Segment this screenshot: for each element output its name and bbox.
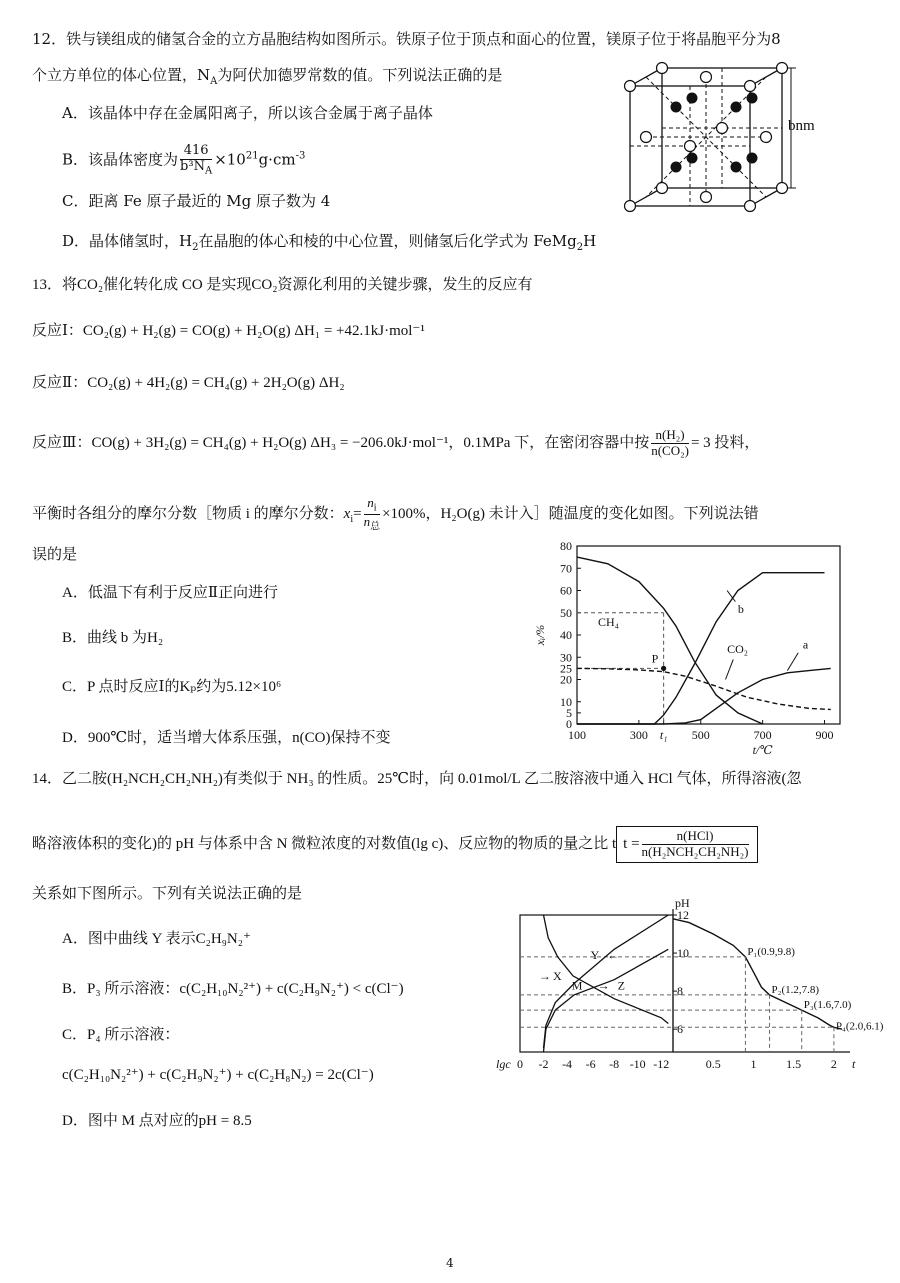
y-tick-label: 50 xyxy=(560,605,572,620)
y-tick-label: 80 xyxy=(560,539,572,553)
crystal-cell-figure xyxy=(610,58,840,218)
q12-option-d: D．晶体储氢时，$H_2$在晶胞的体心和棱的中心位置，则储氢后化学式为 FeMg$_2$H xyxy=(62,232,597,253)
lgc-tick-label: -12 xyxy=(653,1057,670,1071)
x-tick-label: 700 xyxy=(753,728,772,742)
t-tick-label: 0.5 xyxy=(705,1057,721,1071)
q14-option-c-equation: c(C₂H₁₀N₂²⁺) + c(C₂H₉N₂⁺) + c(C₂H₈N₂) = 2c(Cl⁻) xyxy=(62,1067,374,1083)
lgc-tick-label: -4 xyxy=(562,1057,573,1071)
series-label-a: a xyxy=(802,637,809,652)
series-line-b xyxy=(577,573,825,724)
series-line-CH₄ xyxy=(577,557,763,724)
ph-tick-label: 6 xyxy=(677,1022,683,1037)
q13-option-d: D．900℃时，适当增大体系压强，n(CO)保持不变 xyxy=(62,730,391,746)
q13-option-b: B．曲线 b 为H₂ xyxy=(62,630,164,646)
lgc-tick-label: 0 xyxy=(517,1057,523,1071)
left-frame xyxy=(520,915,673,1052)
arrow-to-z: → xyxy=(597,978,610,993)
q12-option-c: C．距离 Fe 原子最近的 Mg 原子数为 4 xyxy=(62,192,331,210)
q14-stem-line1: 14．乙二胺(H₂NCH₂CH₂NH₂)有类似于 NH₃ 的性质。25℃时，向 0.01mol/L 乙二胺溶液中通入 HCl 气体，所得溶液(忽 xyxy=(32,771,802,787)
q12-stem-line1: 12．铁与镁组成的储氢合金的立方晶胞结构如图所示。铁原子位于顶点和面心的位置，镁原子位于将晶胞平分为8 xyxy=(32,30,781,48)
lgc-tick-label: -2 xyxy=(538,1057,549,1071)
y-tick-label: 5 xyxy=(566,705,572,720)
y-tick-label: 20 xyxy=(560,672,572,687)
temperature-mole-fraction-chart xyxy=(530,538,860,758)
y-tick-label: 0 xyxy=(566,717,572,731)
t-tick-label: 1.5 xyxy=(786,1057,802,1071)
t-tick-label: 1 xyxy=(750,1057,757,1071)
q14-option-a: A．图中曲线 Y 表示C₂H₉N₂⁺ xyxy=(62,931,251,947)
point-p xyxy=(661,666,666,671)
density-fraction: $\frac{416}{b^3N_A}$ xyxy=(180,143,213,177)
q13-reaction-2: 反应Ⅱ：CO₂(g) + 4H₂(g) = CH₄(g) + 2H₂O(g) ΔH₂ xyxy=(32,375,345,391)
cell-edge-label: bnm xyxy=(788,118,815,134)
q14-option-b: B．P₃ 所示溶液：c(C₂H₁₀N₂²⁺) + c(C₂H₉N₂⁺) < c(Cl⁻) xyxy=(62,981,404,997)
series-label-CH₄: CH₄ xyxy=(598,615,619,630)
titration-point-label: P₃(1.6,7.0) xyxy=(803,999,852,1012)
x-tick-label: 900 xyxy=(815,728,834,742)
q13-stem-line2: 平衡时各组分的摩尔分数［物质 i 的摩尔分数：$x_i=$ $\frac{n_i}{n_总}$ ×100%，H₂O(g) 未计入］随温度的变化如图。下列说法错 xyxy=(32,495,759,533)
ph-lgc-titration-chart xyxy=(490,895,884,1080)
q14-stem-line2: 略溶液体积的变化)的 pH 与体系中含 N 微粒浓度的对数值(lg c)、反应物的物质的量之比 t t = $\frac{\text{n(HCl)}}{\text{n(H₂NCH₂CH₂NH₂)}}$ xyxy=(32,826,758,863)
arrow-to-y: ← xyxy=(607,947,620,962)
y-tick-label: 70 xyxy=(560,561,572,576)
lgc-tick-label: -8 xyxy=(609,1057,620,1071)
arrow-to-x: → xyxy=(538,968,551,983)
y-tick-label: 40 xyxy=(560,628,572,642)
q12-stem-line2: 个立方单位的体心位置，$N_A$为阿伏加德罗常数的值。下列说法正确的是 xyxy=(32,66,503,87)
titration-point-label: P₂(1.2,7.8) xyxy=(771,983,820,996)
ph-tick-label: 10 xyxy=(677,946,689,961)
x-tick-label: 100 xyxy=(568,728,586,742)
label-leader xyxy=(787,653,798,671)
y-tick-label: 25 xyxy=(560,661,572,676)
ratio-fraction: $\frac{\text{n(H₂)}}{\text{n(CO₂)}}$ xyxy=(651,427,689,458)
page-number: 4 xyxy=(446,1256,454,1270)
titration-point-label: P₄(2.0,6.1) xyxy=(835,1020,884,1033)
x-tick-label: 300 xyxy=(629,728,648,742)
x-tick-label: 500 xyxy=(691,728,710,742)
y-tick-label: 10 xyxy=(560,694,572,709)
species-curve-x xyxy=(544,915,669,1024)
titration-point-label: P₁(0.9,9.8) xyxy=(747,945,795,958)
curve-label-Y: Y xyxy=(590,947,600,962)
ph-axis-label: pH xyxy=(675,896,690,910)
lgc-tick-label: -6 xyxy=(585,1057,596,1071)
q14-option-d: D．图中 M 点对应的pH = 8.5 xyxy=(62,1113,252,1129)
q13-option-a: A．低温下有利于反应Ⅱ正向进行 xyxy=(62,585,279,601)
ph-tick-label: 8 xyxy=(677,984,683,999)
q13-reaction-3: 反应Ⅲ：CO(g) + 3H₂(g) = CH₄(g) + H₂O(g) ΔH₃ = −206.0kJ·mol⁻¹，0.1MPa 下，在密闭容器中按 $\frac{\text{n(H₂)}}{\text{n(CO₂)}}$ = 3 投料， xyxy=(32,427,760,458)
q13-stem-line3: 误的是 xyxy=(32,545,78,563)
y-tick-label: 30 xyxy=(560,650,572,665)
species-curve-y xyxy=(544,949,669,1052)
curve-label-X: X xyxy=(552,968,562,983)
q14-option-c: C．P₄ 所示溶液： xyxy=(62,1027,180,1043)
series-label-CO₂: CO₂ xyxy=(727,641,748,656)
series-line-CO₂ xyxy=(577,668,831,709)
t-axis-label: t xyxy=(852,1057,856,1071)
lgc-axis-label: lgc xyxy=(496,1057,511,1071)
titration-curve xyxy=(673,919,842,1029)
x-tick-label: t₁ xyxy=(659,728,668,742)
y-axis-label: xᵢ/% xyxy=(533,624,547,646)
t-tick-label: 2 xyxy=(830,1057,837,1071)
q13-reaction-1: 反应Ⅰ：CO₂(g) + H₂(g) = CO(g) + H₂O(g) ΔH₁ = +42.1kJ·mol⁻¹ xyxy=(32,323,425,339)
point-p-label: P xyxy=(651,651,659,666)
curve-label-M: M xyxy=(571,978,583,993)
label-leader xyxy=(726,659,734,679)
q13-option-c: C．P 点时反应Ⅰ的Kₚ约为5.12×10⁶ xyxy=(62,679,282,695)
t-definition-box: t = $\frac{\text{n(HCl)}}{\text{n(H₂NCH₂CH₂NH₂)}}$ xyxy=(616,826,757,863)
q12-option-a: A．该晶体中存在金属阳离子，所以该合金属于离子晶体 xyxy=(62,104,433,122)
ph-tick-label: 12 xyxy=(677,908,689,922)
y-tick-label: 60 xyxy=(560,583,572,598)
series-label-b: b xyxy=(737,601,744,616)
lgc-tick-label: -10 xyxy=(629,1057,646,1071)
q14-stem-line3: 关系如下图所示。下列有关说法正确的是 xyxy=(32,884,303,902)
q12-option-b: B．该晶体密度为 $\frac{416}{b^3N_A}$ $\times 10^{21}g\cdot cm^{-3}$ xyxy=(62,143,306,177)
curve-label-Z: Z xyxy=(617,978,626,993)
q13-stem: 13．将CO₂催化转化成 CO 是实现CO₂资源化利用的关键步骤，发生的反应有 xyxy=(32,277,533,293)
x-axis-label: t/℃ xyxy=(752,743,773,757)
